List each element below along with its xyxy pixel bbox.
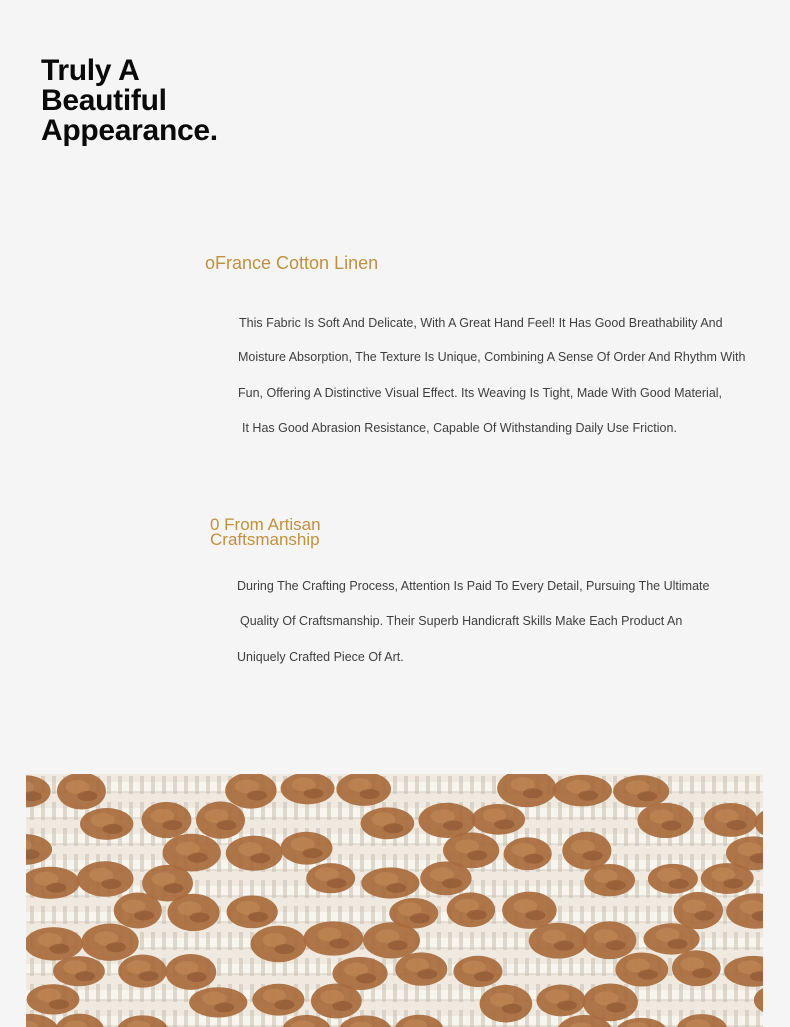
description-line: Fun, Offering A Distinctive Visual Effect. Its Weaving Is Tight, Made With Good Material, xyxy=(238,386,723,400)
hero-title-line: Truly A xyxy=(41,54,140,87)
section-title-craftsmanship xyxy=(210,517,321,547)
description-line: During The Crafting Process, Attention Is Paid To Every Detail, Pursuing The Ultimate xyxy=(237,579,710,593)
section-title-line: 0 From Artisan xyxy=(210,515,321,534)
description-line: Moisture Absorption, The Texture Is Unique, Combining A Sense Of Order And Rhythm With xyxy=(238,350,746,364)
description-line: Quality Of Craftsmanship. Their Superb Handicraft Skills Make Each Product An xyxy=(240,614,683,628)
hero-title-line: Beautiful xyxy=(41,84,167,117)
hero-title xyxy=(41,56,218,146)
description-line: This Fabric Is Soft And Delicate, With A Great Hand Feel! It Has Good Breathability And xyxy=(239,316,723,330)
description-line: It Has Good Abrasion Resistance, Capable Of Withstanding Daily Use Friction. xyxy=(242,421,677,435)
section-title-line: Craftsmanship xyxy=(210,530,320,549)
fabric-texture-graphic xyxy=(26,774,763,1027)
fabric-closeup-image xyxy=(26,774,763,1027)
hero-title-line: Appearance. xyxy=(41,114,218,147)
section-title-cotton-linen: oFrance Cotton Linen xyxy=(205,253,379,273)
description-line: Uniquely Crafted Piece Of Art. xyxy=(237,650,404,664)
